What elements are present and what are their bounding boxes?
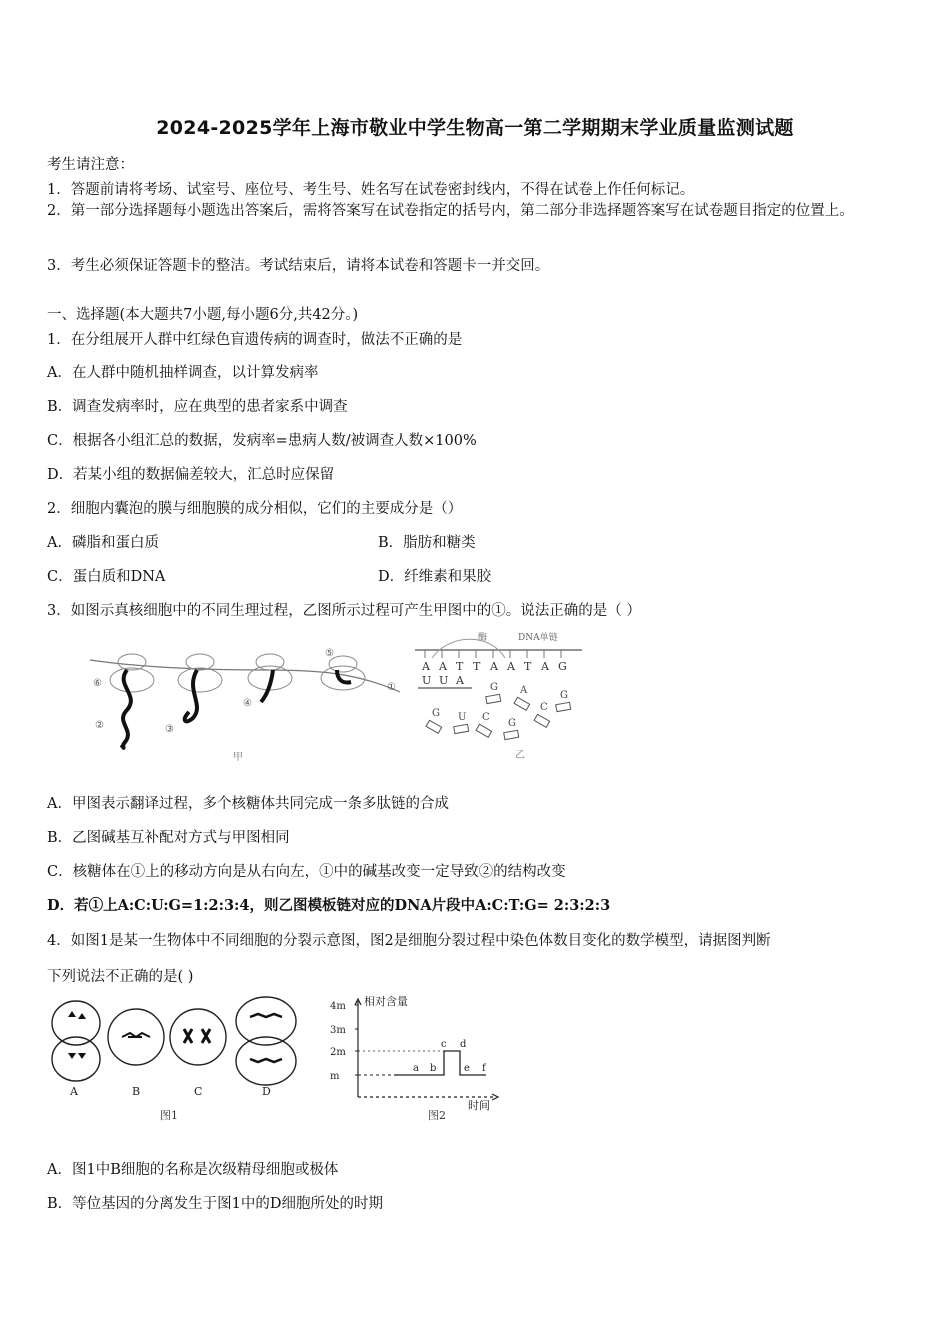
rna-base: A (456, 674, 464, 687)
dna-base-letters (421, 660, 567, 673)
free-nucleotide-box (476, 724, 492, 737)
dna-base: T (473, 660, 481, 673)
y-axis-label: 相对含量 (364, 995, 408, 1008)
figure1-caption: 图1 (160, 1109, 178, 1122)
ribosome-2 (178, 668, 222, 692)
q4-option-a: A．图1中B细胞的名称是次级精母细胞或极体 (47, 1162, 339, 1178)
free-base-letter: U (458, 712, 467, 723)
label-4: ④ (243, 698, 252, 709)
q3-option-d: D．若①上A:C:U:G=1:2:3:4，则乙图模板链对应的DNA片段中A:C:T:G= 2:3:2:3 (47, 897, 611, 914)
point-label: d (460, 1039, 467, 1050)
free-base-letter: G (508, 718, 516, 729)
q1-option-b: B．调查发病率时，应在典型的患者家系中调查 (47, 399, 348, 415)
free-base-letter: G (560, 690, 568, 701)
free-nucleotide-box (454, 724, 469, 733)
y-tick-label: m (330, 1071, 340, 1082)
peptide-chain-3 (261, 670, 273, 702)
dna-base: G (558, 660, 567, 673)
q1-stem: 1．在分组展开人群中红绿色盲遗传病的调查时，做法不正确的是 (47, 332, 463, 348)
label-3: ③ (165, 724, 174, 735)
notice-item-3: 3．考生必须保证答题卡的整洁。考试结束后，请将本试卷和答题卡一并交回。 (47, 258, 550, 274)
rna-base-letters (422, 674, 465, 687)
peptide-chain-2 (185, 670, 197, 721)
dna-strand-label: DNA单链 (518, 633, 558, 643)
free-nucleotide-box (514, 697, 530, 710)
q3-figure-yi (410, 628, 590, 763)
q2-option-d: D．纤维素和果胶 (378, 569, 492, 585)
point-label: b (430, 1063, 437, 1074)
enzyme-outline (432, 639, 505, 658)
x-axis-label: 时间 (468, 1099, 490, 1112)
q3-option-a: A．甲图表示翻译过程，多个核糖体共同完成一条多肽链的合成 (47, 796, 449, 812)
notice-heading: 考生请注意： (47, 157, 134, 173)
free-nucleotide-box (534, 714, 550, 727)
free-base-letter: G (432, 708, 440, 719)
y-tick-label: 4m (330, 1001, 346, 1012)
free-base-letter: G (490, 682, 498, 693)
label-5: ⑤ (325, 648, 334, 659)
point-labels (413, 1039, 487, 1074)
q2-option-a: A．磷脂和蛋白质 (47, 535, 159, 551)
point-label: c (441, 1039, 447, 1050)
q3-figure-jia (85, 640, 405, 765)
dna-base: A (422, 660, 430, 673)
q4-option-b: B．等位基因的分离发生于图1中的D细胞所处的时期 (47, 1196, 384, 1212)
q3-option-b: B．乙图碱基互补配对方式与甲图相同 (47, 830, 290, 846)
cell-c (170, 1009, 226, 1065)
dna-base: A (439, 660, 447, 673)
notice-item-2: 2．第一部分选择题每小题选出答案后，需将答案写在试卷指定的括号内，第二部分非选择题答案写在试卷题目指定的位置上。 (47, 203, 854, 219)
q3-option-c: C．核糖体在①上的移动方向是从右向左，①中的碱基改变一定导致②的结构改变 (47, 864, 566, 880)
step-path (394, 1051, 486, 1075)
cell-letters (69, 1085, 271, 1098)
q2-option-c: C．蛋白质和DNA (47, 569, 166, 585)
dna-base: A (507, 660, 515, 673)
dna-base: T (524, 660, 532, 673)
caption-yi: 乙 (515, 750, 525, 761)
q2-stem: 2．细胞内囊泡的膜与细胞膜的成分相似，它们的主要成分是（） (47, 501, 463, 517)
exam-title: 2024-2025学年上海市敬业中学生物高一第二学期期末学业质量监测试题 (156, 117, 794, 139)
q1-option-c: C．根据各小组汇总的数据，发病率=患病人数/被调查人数×100% (47, 433, 477, 449)
dna-base: T (456, 660, 464, 673)
cell-letter: A (70, 1085, 78, 1098)
label-6: ⑥ (93, 678, 102, 689)
q2-option-b: B．脂肪和糖类 (378, 535, 476, 551)
cell-letter: C (194, 1085, 203, 1098)
dna-base-ticks (425, 650, 561, 658)
cell-letter: B (132, 1085, 141, 1098)
free-base-letter: A (520, 685, 528, 696)
section-heading: 一、选择题(本大题共7小题,每小题6分,共42分。) (47, 307, 359, 323)
free-base-letter: C (482, 712, 490, 723)
point-label: f (482, 1063, 486, 1074)
figure2-caption: 图2 (428, 1109, 446, 1122)
rna-base: U (439, 674, 449, 687)
free-nucleotide-box (486, 694, 501, 703)
point-label: e (464, 1063, 470, 1074)
peptide-chain-1 (121, 670, 131, 748)
y-tick-label: 3m (330, 1025, 346, 1036)
dna-base: A (490, 660, 498, 673)
dna-base: A (541, 660, 549, 673)
point-label: a (413, 1063, 419, 1074)
caption-jia: 甲 (233, 752, 243, 763)
cell-letter: D (262, 1085, 271, 1098)
y-ticks (330, 1001, 358, 1082)
q3-stem: 3．如图示真核细胞中的不同生理过程，乙图所示过程可产生甲图中的①。说法正确的是（ ） (47, 603, 641, 619)
mrna-strand (90, 660, 400, 692)
free-nucleotide-box (426, 720, 442, 733)
ribosome-1 (110, 668, 154, 692)
notice-item-1: 1．答题前请将考场、试室号、座位号、考生号、姓名写在试卷密封线内，不得在试卷上作任何标记。 (47, 182, 695, 198)
q4-figure-1 (48, 995, 303, 1125)
q1-option-d: D．若某小组的数据偏差较大，汇总时应保留 (47, 467, 335, 483)
label-2: ② (95, 720, 104, 731)
free-nucleotide-box (556, 702, 571, 711)
y-tick-label: 2m (330, 1047, 346, 1058)
cell-b (108, 1009, 164, 1065)
free-nucleotides (426, 682, 571, 740)
enzyme-label: 酶 (478, 633, 488, 643)
q4-stem-line2: 下列说法不正确的是( ) (47, 969, 194, 985)
rna-base: U (422, 674, 432, 687)
free-base-letter: C (540, 702, 548, 713)
cell-a (52, 1001, 100, 1081)
cell-d (236, 997, 296, 1085)
q4-stem-line1: 4．如图1是某一生物体中不同细胞的分裂示意图，图2是细胞分裂过程中染色体数目变化的数学模型，请据图判断 (47, 933, 771, 949)
free-nucleotide-box (504, 730, 519, 739)
label-1: ① (387, 682, 396, 693)
q1-option-a: A．在人群中随机抽样调查，以计算发病率 (47, 365, 319, 381)
q4-figure-2 (328, 995, 508, 1125)
